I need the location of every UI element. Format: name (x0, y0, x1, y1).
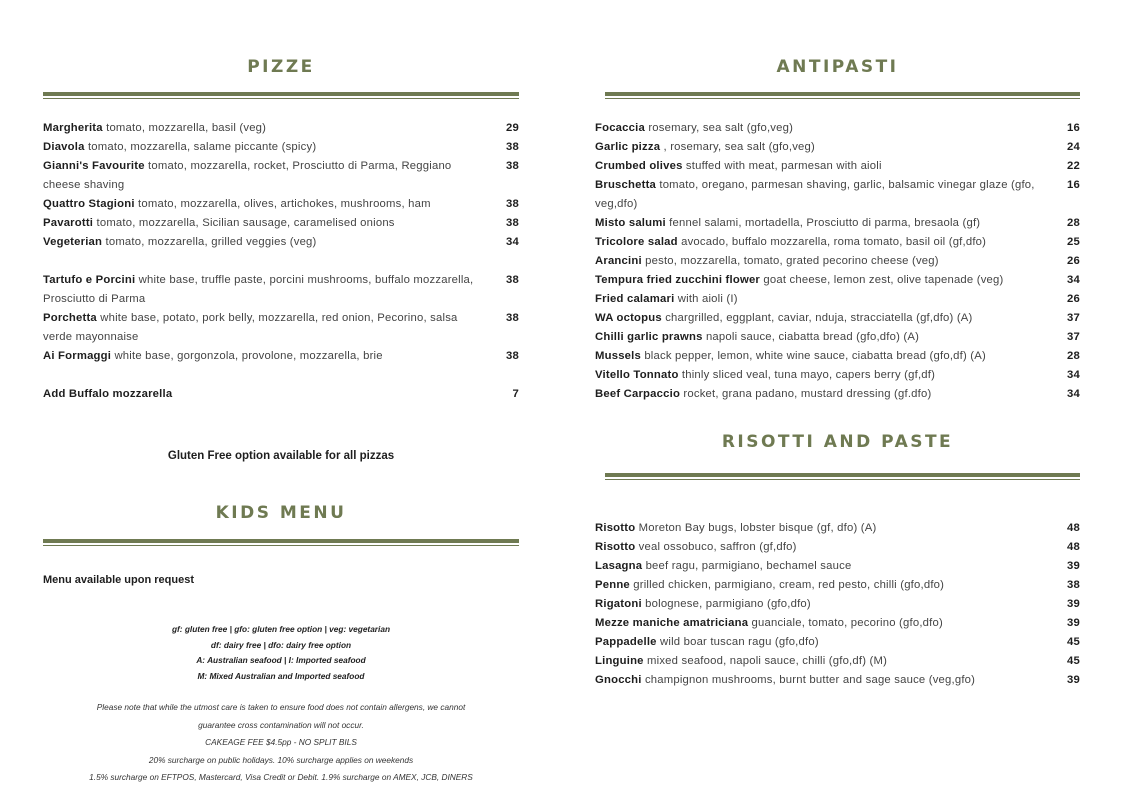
menu-item-details: pesto, mozzarella, tomato, grated pecorino cheese (veg) (645, 255, 939, 267)
menu-item-price: 24 (1067, 141, 1080, 153)
legend-line-2: df: dairy free | dfo: dairy free option (210, 639, 352, 650)
menu-item-details: grilled chicken, parmigiano, cream, red pesto, chilli (gfo,dfo) (633, 579, 945, 591)
menu-item-name: Bruschetta (595, 179, 657, 191)
menu-item-name: Arancini (595, 255, 642, 267)
menu-item-details: avocado, buffalo mozzarella, roma tomato, basil oil (gf,dfo) (681, 236, 987, 248)
menu-item-name: Mussels (595, 350, 641, 362)
menu-item-name: Chilli garlic prawns (595, 331, 703, 343)
legend-line-1: gf: gluten free | gfo: gluten free option | veg: vegetarian (171, 624, 391, 634)
addon-price: 7 (512, 388, 519, 400)
menu-item-price: 16 (1067, 122, 1080, 134)
menu-item-name: Linguine (595, 655, 644, 667)
menu-item-price: 39 (1067, 598, 1080, 610)
antipasti-title: ANTIPASTI (776, 57, 899, 77)
menu-item-name: Focaccia (595, 122, 645, 134)
menu-item-name: Gnocchi (595, 674, 642, 686)
gluten-free-note: Gluten Free option available for all pizzas (167, 450, 395, 462)
menu-item-price: 28 (1067, 350, 1080, 362)
menu-item (43, 195, 519, 214)
disclaimer-line-5: 1.5% surcharge on EFTPOS, Mastercard, Visa Credit or Debit. 1.9% surcharge on AMEX, JCB, DINERS (89, 772, 473, 782)
right-column (595, 0, 1080, 794)
antipasti-group (595, 119, 1080, 404)
menu-item-details: , rosemary, sea salt (gfo,veg) (663, 141, 815, 153)
menu-item-price: 34 (1067, 388, 1080, 400)
menu-item-name: Gianni's Favourite (43, 160, 145, 172)
menu-item-name: Quattro Stagioni (43, 198, 135, 210)
menu-item-price: 37 (1067, 312, 1080, 324)
menu-item-details: Moreton Bay bugs, lobster bisque (gf, dfo) (A) (638, 522, 877, 534)
menu-item-price: 25 (1067, 236, 1080, 248)
menu-item-name: Tricolore salad (595, 236, 678, 248)
menu-item (595, 290, 1080, 309)
menu-item (43, 214, 519, 233)
menu-item (595, 328, 1080, 347)
menu-item-name: Porchetta (43, 312, 97, 324)
disclaimer-line-2: guarantee cross contamination will not occur. (198, 719, 364, 730)
menu-item-price: 45 (1067, 636, 1080, 648)
menu-item (43, 157, 519, 195)
menu-item (595, 385, 1080, 404)
risotti-list (595, 519, 1080, 690)
menu-item-details: with aioli (I) (677, 293, 738, 305)
menu-item (595, 614, 1080, 633)
menu-item-name: Misto salumi (595, 217, 666, 229)
menu-item-name: Risotto (595, 522, 636, 534)
menu-item-details: tomato, mozzarella, Sicilian sausage, caramelised onions (96, 217, 395, 229)
menu-item-name: Vegeterian (43, 236, 103, 248)
menu-item-name: WA octopus (595, 312, 662, 324)
menu-item-details: rocket, grana padano, mustard dressing (gf.dfo) (683, 388, 932, 400)
menu-item-price: 45 (1067, 655, 1080, 667)
menu-item (595, 557, 1080, 576)
menu-item (43, 138, 519, 157)
menu-item-details: tomato, mozzarella, grilled veggies (veg) (105, 236, 317, 248)
menu-item-details: tomato, mozzarella, olives, artichokes, mushrooms, ham (138, 198, 431, 210)
menu-item-name: Penne (595, 579, 630, 591)
menu-item-price: 38 (506, 217, 519, 229)
menu-item-details: rosemary, sea salt (gfo,veg) (648, 122, 794, 134)
menu-item-name: Vitello Tonnato (595, 369, 679, 381)
pizze-group-white (43, 271, 519, 366)
menu-item-price: 38 (506, 141, 519, 153)
menu-item (595, 309, 1080, 328)
menu-item-price: 39 (1067, 617, 1080, 629)
menu-item-price: 26 (1067, 255, 1080, 267)
menu-item-details: tomato, mozzarella, rocket, Prosciutto di Parma, Reggiano cheese shaving (43, 160, 452, 191)
menu-item-name: Beef Carpaccio (595, 388, 681, 400)
antipasti-divider (605, 92, 1080, 100)
menu-item-price: 28 (1067, 217, 1080, 229)
menu-item-price: 39 (1067, 560, 1080, 572)
menu-item (595, 176, 1080, 214)
menu-item-name: Crumbed olives (595, 160, 683, 172)
menu-item (595, 366, 1080, 385)
kids-menu-note: Menu available upon request (43, 574, 194, 586)
menu-item-price: 38 (506, 198, 519, 210)
legend-line-4: M: Mixed Australian and Imported seafood (197, 670, 365, 681)
risotti-group (595, 519, 1080, 690)
menu-item-price: 16 (1067, 179, 1080, 191)
risotti-divider (605, 473, 1080, 481)
pizze-group-red (43, 119, 519, 252)
addon-row (43, 385, 519, 404)
disclaimer (18, 699, 544, 787)
menu-item (43, 309, 519, 347)
menu-item-name: Tempura fried zucchini flower (595, 274, 761, 286)
menu-item-price: 39 (1067, 674, 1080, 686)
left-column (43, 0, 519, 794)
disclaimer-line-3: CAKEAGE FEE $4.5pp - NO SPLIT BILS (205, 737, 357, 747)
menu-item-price: 48 (1067, 541, 1080, 553)
menu-item-name: Pappadelle (595, 636, 657, 648)
menu-item-details: mixed seafood, napoli sauce, chilli (gfo,df) (M) (647, 655, 888, 667)
menu-item (595, 119, 1080, 138)
kids-divider (43, 539, 519, 547)
menu-item-price: 38 (506, 160, 519, 172)
menu-item-name: Ai Formaggi (43, 350, 112, 362)
menu-item (43, 233, 519, 252)
menu-item (595, 157, 1080, 176)
menu-item-details: beef ragu, parmigiano, bechamel sauce (645, 560, 852, 572)
menu-item-price: 34 (1067, 369, 1080, 381)
menu-item (595, 652, 1080, 671)
menu-item (595, 633, 1080, 652)
menu-item-price: 29 (506, 122, 519, 134)
menu-item (595, 271, 1080, 290)
menu-item-price: 38 (1067, 579, 1080, 591)
pizze-title: PIZZE (247, 57, 315, 77)
addon-name: Add Buffalo mozzarella (43, 388, 173, 400)
menu-item-details: white base, gorgonzola, provolone, mozzarella, brie (114, 350, 383, 362)
menu-item-details: guanciale, tomato, pecorino (gfo,dfo) (751, 617, 943, 629)
menu-item (43, 271, 519, 309)
menu-item-price: 38 (506, 274, 519, 286)
pizze-divider (43, 92, 519, 100)
menu-item (595, 519, 1080, 538)
menu-item-details: black pepper, lemon, white wine sauce, ciabatta bread (gfo,df) (A) (644, 350, 986, 362)
disclaimer-line-4: 20% surcharge on public holidays. 10% surcharge applies on weekends (148, 754, 414, 765)
menu-item-name: Margherita (43, 122, 103, 134)
menu-item-details: tomato, mozzarella, salame piccante (spicy) (87, 141, 317, 153)
menu-item-details: stuffed with meat, parmesan with aioli (685, 160, 882, 172)
menu-item (595, 214, 1080, 233)
menu-item-name: Pavarotti (43, 217, 94, 229)
dietary-legend (43, 622, 519, 684)
menu-item (43, 119, 519, 138)
menu-item (595, 595, 1080, 614)
menu-item (595, 252, 1080, 271)
menu-item-name: Mezze maniche amatriciana (595, 617, 749, 629)
menu-item-price: 22 (1067, 160, 1080, 172)
menu-item-details: goat cheese, lemon zest, olive tapenade (veg) (763, 274, 1004, 286)
menu-item-price: 26 (1067, 293, 1080, 305)
menu-item-price: 34 (506, 236, 519, 248)
menu-item-details: chargrilled, eggplant, caviar, nduja, stracciatella (gf,dfo) (A) (665, 312, 973, 324)
menu-item-details: napoli sauce, ciabatta bread (gfo,dfo) (A) (705, 331, 920, 343)
menu-item-name: Lasagna (595, 560, 643, 572)
menu-item-details: white base, potato, pork belly, mozzarella, red onion, Pecorino, salsa verde mayonnaise (43, 312, 458, 343)
menu-item-details: champignon mushrooms, burnt butter and sage sauce (veg,gfo) (644, 674, 976, 686)
menu-item (43, 347, 519, 366)
pizze-list (43, 119, 519, 404)
menu-item-details: white base, truffle paste, porcini mushrooms, buffalo mozzarella, Prosciutto di Parma (43, 274, 474, 305)
antipasti-list (595, 119, 1080, 404)
risotti-title: RISOTTI AND PASTE (721, 432, 954, 452)
menu-item-details: fennel salami, mortadella, Prosciutto di parma, bresaola (gf) (669, 217, 981, 229)
menu-item (595, 138, 1080, 157)
menu-item-details: bolognese, parmigiano (gfo,dfo) (645, 598, 811, 610)
disclaimer-line-1: Please note that while the utmost care is taken to ensure food does not contain allergens, we cannot (96, 702, 466, 712)
menu-item (595, 671, 1080, 690)
menu-item-price: 37 (1067, 331, 1080, 343)
menu-item-name: Risotto (595, 541, 636, 553)
menu-item-details: tomato, oregano, parmesan shaving, garlic, balsamic vinegar glaze (gfo, veg,dfo) (595, 179, 1035, 210)
menu-item-price: 38 (506, 350, 519, 362)
menu-item (595, 233, 1080, 252)
menu-item (595, 538, 1080, 557)
menu-item (595, 347, 1080, 366)
legend-line-3: A: Australian seafood | I: Imported seafood (196, 655, 366, 665)
menu-item-details: wild boar tuscan ragu (gfo,dfo) (660, 636, 819, 648)
menu-item-details: tomato, mozzarella, basil (veg) (106, 122, 267, 134)
menu-item-price: 34 (1067, 274, 1080, 286)
menu-item-name: Fried calamari (595, 293, 675, 305)
menu-item-name: Garlic pizza (595, 141, 661, 153)
menu-item-price: 48 (1067, 522, 1080, 534)
menu-item (595, 576, 1080, 595)
menu-item-name: Rigatoni (595, 598, 642, 610)
menu-item-details: veal ossobuco, saffron (gf,dfo) (638, 541, 797, 553)
menu-item-name: Tartufo e Porcini (43, 274, 136, 286)
menu-item-details: thinly sliced veal, tuna mayo, capers berry (gf,df) (681, 369, 936, 381)
kids-menu-title: KIDS MENU (215, 503, 347, 523)
menu-item-price: 38 (506, 312, 519, 324)
menu-item-name: Diavola (43, 141, 85, 153)
